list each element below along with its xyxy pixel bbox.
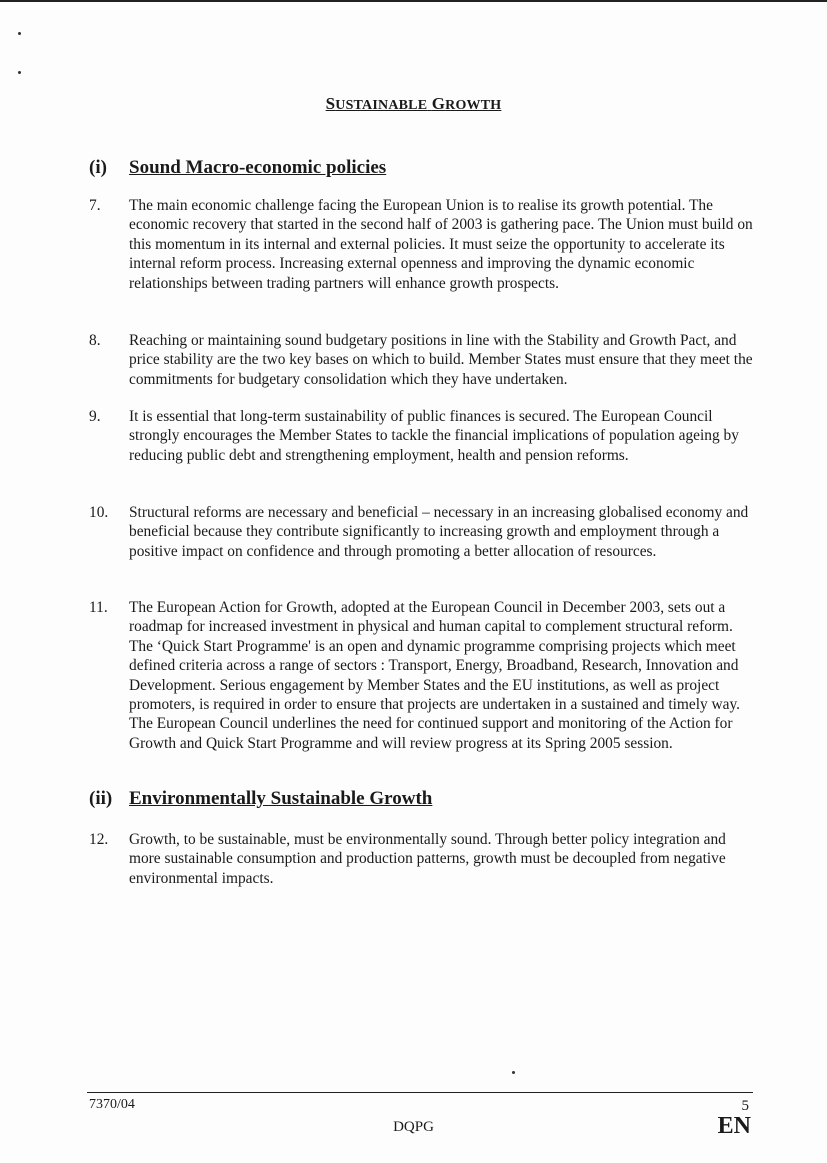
section-title: Environmentally Sustainable Growth [129,788,433,809]
section-heading-macro-economic [89,157,386,179]
paragraph-12 [89,830,757,888]
paragraph-11 [89,598,757,753]
paragraph-9 [89,407,757,465]
footer-document-number: 7370/04 [89,1097,135,1112]
paragraph-number: 8. [89,332,101,349]
paragraph-10 [89,503,757,561]
document-title [0,94,827,114]
paragraph-text: The European Action for Growth, adopted at the European Council in December 2003, sets out a roadmap for increased investment in physical and human capital to complement structural reform. The ‘Quick Start Programme' is an open and dynamic programme comprising projects which meet defined criteria across a range of sectors : Transport, Energy, Broadband, Research, Innovation and Development. Serious engagement by Member States and the EU institutions, as well as project promoters, is required in order to ensure that projects are undertaken in a sustained and timely way. The European Council underlines the need for continued support and monitoring of the Action for Growth and Quick Start Programme and will review progress at its Spring 2005 session. [129,599,741,752]
document-title-text: SUSTAINABLE GROWTH [325,94,502,113]
paragraph-text: Reaching or maintaining sound budgetary positions in line with the Stability and Growth Pact, and price stability are the two key bases on which to build. Member States must ensure that they meet the commitments for budgetary consolidation which they have undertaken. [129,332,753,388]
footer-department-code: DQPG [393,1119,434,1135]
section-number: (i) [89,157,107,178]
paragraph-number: 9. [89,408,101,425]
scan-speck [18,32,21,35]
footer-divider [87,1092,753,1093]
scan-speck [18,71,21,74]
paragraph-text: The main economic challenge facing the European Union is to realise its growth potential. The economic recovery that started in the second half of 2003 is gathering pace. The Union must build on this momentum in its internal and external policies. It must seize the opportunity to accelerate its internal reform process. Increasing external openness and improving the dynamic economic relationships between trading partners will enhance growth prospects. [129,197,753,292]
scan-top-edge [0,0,827,2]
paragraph-number: 7. [89,197,101,214]
paragraph-text: Growth, to be sustainable, must be environmentally sound. Through better policy integration and more sustainable consumption and production patterns, growth must be decoupled from negative environmental impacts. [129,831,726,887]
paragraph-number: 12. [89,831,109,848]
section-number: (ii) [89,788,113,809]
paragraph-number: 11. [89,599,108,616]
paragraph-text: Structural reforms are necessary and beneficial – necessary in an increasing globalised economy and beneficial because they contribute significantly to increasing growth and employment through a positive impact on confidence and through promoting a better allocation of resources. [129,504,749,560]
paragraph-8 [89,331,757,389]
section-title: Sound Macro-economic policies [129,157,387,178]
paragraph-7 [89,196,757,293]
paragraph-text: It is essential that long-term sustainability of public finances is secured. The European Council strongly encourages the Member States to tackle the financial implications of population ageing by reducing public debt and strengthening employment, health and pension reforms. [129,408,739,464]
section-heading-environmental [89,788,432,810]
paragraph-number: 10. [89,504,109,521]
footer-language-code: EN [717,1113,751,1139]
scan-speck [512,1071,515,1074]
footer-page-number: 5 [741,1098,749,1114]
